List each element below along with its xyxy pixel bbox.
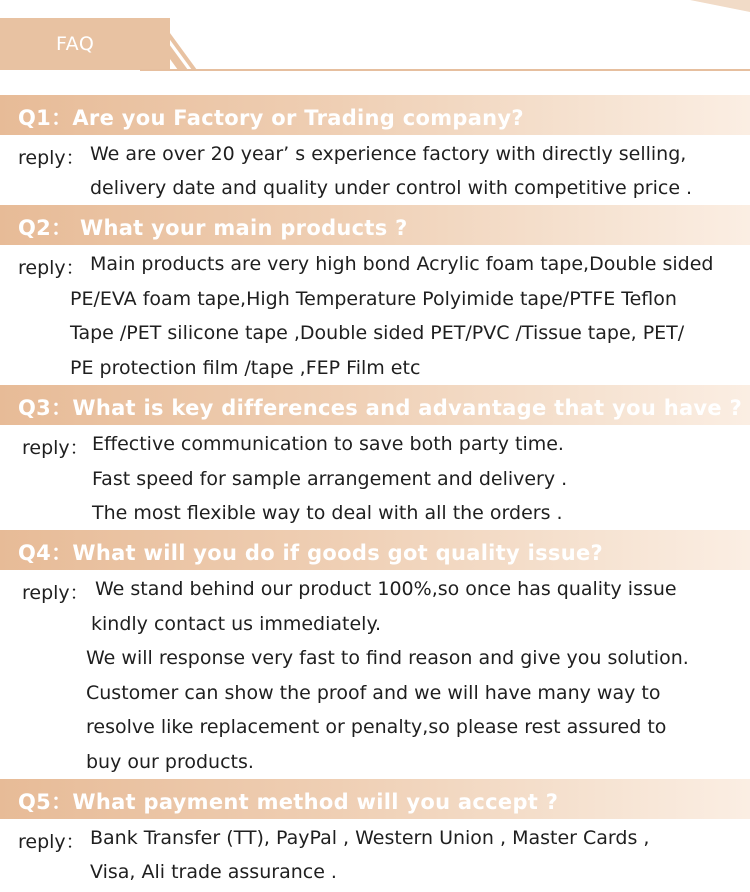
faq-header xyxy=(0,0,750,76)
question-2: Q2： What your main products ? xyxy=(18,216,408,240)
question-bar-5 xyxy=(0,779,750,819)
faq-title: FAQ xyxy=(56,33,95,55)
answer-3-line-2: Fast speed for sample arrangement and delivery . xyxy=(92,468,568,490)
answer-1-line-1: We are over 20 year’ s experience factory with directly selling, xyxy=(90,143,687,165)
reply-label-5: reply： xyxy=(18,831,85,853)
answer-4-line-5: resolve like replacement or penalty,so please rest assured to xyxy=(86,716,667,738)
question-bar-2 xyxy=(0,205,750,245)
question-4: Q4：What will you do if goods got quality issue? xyxy=(18,541,603,565)
answer-1-line-2: delivery date and quality under control with competitive price . xyxy=(90,177,693,199)
question-5: Q5：What payment method will you accept ? xyxy=(18,790,559,814)
answer-5-line-1: Bank Transfer (TT), PayPal , Western Union , Master Cards , xyxy=(90,827,650,849)
reply-label-3: reply： xyxy=(22,437,89,459)
question-3: Q3：What is key differences and advantage that you have ? xyxy=(18,396,743,420)
question-bar-1 xyxy=(0,95,750,135)
answer-2-line-4: PE protection film /tape ,FEP Film etc xyxy=(70,357,421,379)
question-1: Q1：Are you Factory or Trading company? xyxy=(18,106,524,130)
answer-4-line-1: We stand behind our product 100%,so once has quality issue xyxy=(95,578,677,600)
answer-3-line-3: The most flexible way to deal with all the orders . xyxy=(92,502,563,524)
answer-3-line-1: Effective communication to save both party time. xyxy=(92,433,564,455)
answer-2-line-3: Tape /PET silicone tape ,Double sided PET/PVC /Tissue tape, PET/ xyxy=(70,322,685,344)
answer-5-line-2: Visa, Ali trade assurance . xyxy=(90,861,337,883)
reply-label-2: reply： xyxy=(18,257,85,279)
answer-4-line-2: kindly contact us immediately. xyxy=(91,613,382,635)
reply-label-1: reply： xyxy=(18,147,85,169)
question-bar-3 xyxy=(0,385,750,425)
answer-4-line-4: Customer can show the proof and we will have many way to xyxy=(86,682,661,704)
stripes-decoration xyxy=(140,14,200,74)
answer-4-line-3: We will response very fast to find reason and give you solution. xyxy=(86,647,689,669)
answer-4-line-6: buy our products. xyxy=(86,751,254,773)
corner-decoration xyxy=(690,0,750,12)
header-divider xyxy=(140,69,750,71)
answer-2-line-1: Main products are very high bond Acrylic foam tape,Double sided xyxy=(90,253,714,275)
question-bar-4 xyxy=(0,530,750,570)
answer-2-line-2: PE/EVA foam tape,High Temperature Polyimide tape/PTFE Teflon xyxy=(70,288,677,310)
reply-label-4: reply： xyxy=(22,582,89,604)
